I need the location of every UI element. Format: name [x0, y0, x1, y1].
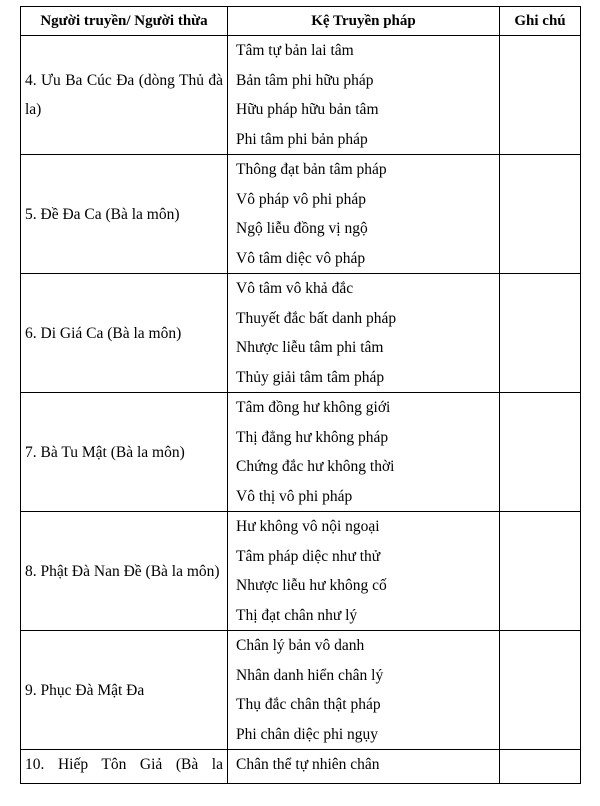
verse-line: Thông đạt bản tâm pháp	[236, 161, 387, 178]
header-row	[21, 7, 581, 36]
transmitter-cell: 4. Ưu Ba Cúc Đa (dòng Thủ đà la)	[21, 36, 228, 155]
header-verse: Kệ Truyền pháp	[228, 7, 500, 36]
verse-line: Hữu pháp hữu bản tâm	[236, 101, 379, 118]
verse-line: Vô pháp vô phi pháp	[236, 190, 367, 208]
table-row	[21, 274, 581, 393]
note-cell	[500, 631, 581, 750]
verse-line: Nhược liễu tâm phi tâm	[236, 339, 384, 356]
verse-line: Vô tâm vô khả đắc	[236, 280, 354, 297]
verse-line: Ngộ liễu đồng vị ngộ	[236, 220, 368, 237]
verse-line: Chân thể tự nhiên chân	[236, 756, 380, 773]
verse-line: Chân lý bản vô danh	[236, 637, 365, 654]
transmitter-cell: 5. Đề Đa Ca (Bà la môn)	[21, 155, 228, 274]
note-cell	[500, 36, 581, 155]
transmitter-cell: 9. Phục Đà Mật Đa	[21, 631, 228, 750]
table-row	[21, 750, 581, 784]
transmission-table	[20, 6, 581, 784]
verse-line: Thủy giải tâm tâm pháp	[236, 368, 385, 386]
verse-line: Tâm đồng hư không giới	[236, 399, 391, 416]
verse-line: Phi tâm phi bản pháp	[236, 130, 368, 148]
verse-line: Phi chân diệc phi ngụy	[236, 725, 379, 743]
verse-cell	[228, 512, 500, 631]
note-cell	[500, 393, 581, 512]
verse-cell	[228, 750, 500, 784]
verse-cell	[228, 36, 500, 155]
verse-line: Nhân danh hiển chân lý	[236, 666, 384, 684]
verse-line: Bản tâm phi hữu pháp	[236, 71, 374, 89]
verse-line: Tâm tự bản lai tâm	[236, 42, 354, 59]
header-notes: Ghi chú	[500, 7, 581, 36]
verse-line: Vô tâm diệc vô pháp	[236, 249, 366, 267]
verse-line: Thuyết đắc bất danh pháp	[236, 309, 397, 327]
verse-line: Thị đạt chân như lý	[236, 606, 358, 624]
note-cell	[500, 512, 581, 631]
note-cell	[500, 155, 581, 274]
table-row	[21, 512, 581, 631]
verse-line: Thị đẳng hư không pháp	[236, 428, 389, 446]
header-transmitter: Người truyền/ Người thừa	[21, 7, 228, 36]
verse-line: Hư không vô nội ngoại	[236, 518, 380, 535]
verse-line: Chứng đắc hư không thời	[236, 458, 395, 475]
verse-line: Thụ đắc chân thật pháp	[236, 696, 381, 713]
table-row	[21, 631, 581, 750]
table-row	[21, 393, 581, 512]
transmitter-cell: 8. Phật Đà Nan Đề (Bà la môn)	[21, 512, 228, 631]
verse-line: Nhược liễu hư không cố	[236, 577, 387, 594]
verse-cell	[228, 274, 500, 393]
note-cell	[500, 274, 581, 393]
table-row	[21, 36, 581, 155]
verse-cell	[228, 155, 500, 274]
verse-line: Tâm pháp diệc như thử	[236, 547, 381, 565]
transmitter-cell: 7. Bà Tu Mật (Bà la môn)	[21, 393, 228, 512]
verse-cell	[228, 393, 500, 512]
transmitter-cell: 10. Hiếp Tôn Giả (Bà la	[21, 750, 228, 784]
verse-cell	[228, 631, 500, 750]
transmitter-cell: 6. Di Giá Ca (Bà la môn)	[21, 274, 228, 393]
table-row	[21, 155, 581, 274]
verse-line: Vô thị vô phi pháp	[236, 487, 353, 505]
note-cell	[500, 750, 581, 784]
